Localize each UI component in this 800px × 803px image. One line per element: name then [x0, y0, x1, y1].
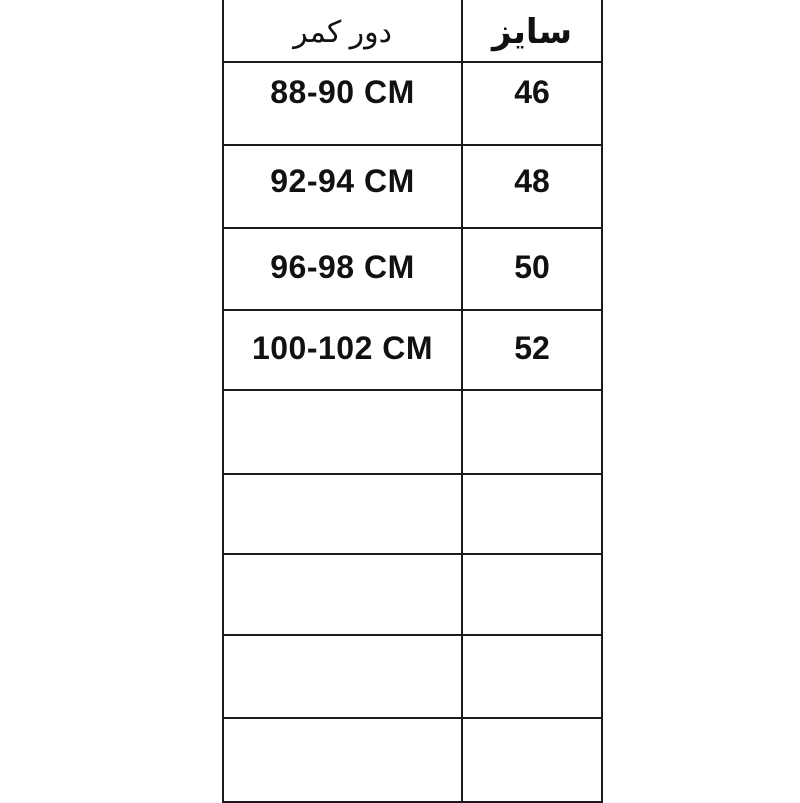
waist-cell: 100-102 CM	[224, 311, 463, 389]
size-chart-table	[222, 0, 603, 803]
size-cell	[463, 391, 601, 473]
table-header-row	[224, 0, 601, 63]
size-cell	[463, 719, 601, 801]
size-cell: 48	[514, 163, 550, 199]
size-cell: 50	[514, 248, 550, 285]
table-row-empty	[224, 555, 601, 636]
size-column-header: سایز	[491, 13, 573, 51]
waist-cell: 92-94 CM	[224, 146, 463, 227]
waist-cell	[224, 555, 463, 634]
size-cell	[463, 636, 601, 717]
waist-column-header: دور کمر	[224, 0, 463, 61]
size-cell	[463, 555, 601, 634]
waist-cell	[224, 475, 463, 553]
waist-cell	[224, 636, 463, 717]
waist-cell	[224, 391, 463, 473]
table-row	[224, 63, 601, 146]
waist-cell: 96-98 CM	[224, 229, 463, 309]
table-row-empty	[224, 391, 601, 475]
table-row-empty	[224, 636, 601, 719]
table-row	[224, 311, 601, 391]
size-cell: 46	[514, 74, 550, 110]
table-row-empty	[224, 719, 601, 801]
size-cell	[463, 475, 601, 553]
table-row	[224, 146, 601, 229]
table-row	[224, 229, 601, 311]
waist-cell	[224, 719, 463, 801]
table-row-empty	[224, 475, 601, 555]
waist-cell: 88-90 CM	[224, 63, 463, 144]
size-cell: 52	[514, 329, 550, 366]
